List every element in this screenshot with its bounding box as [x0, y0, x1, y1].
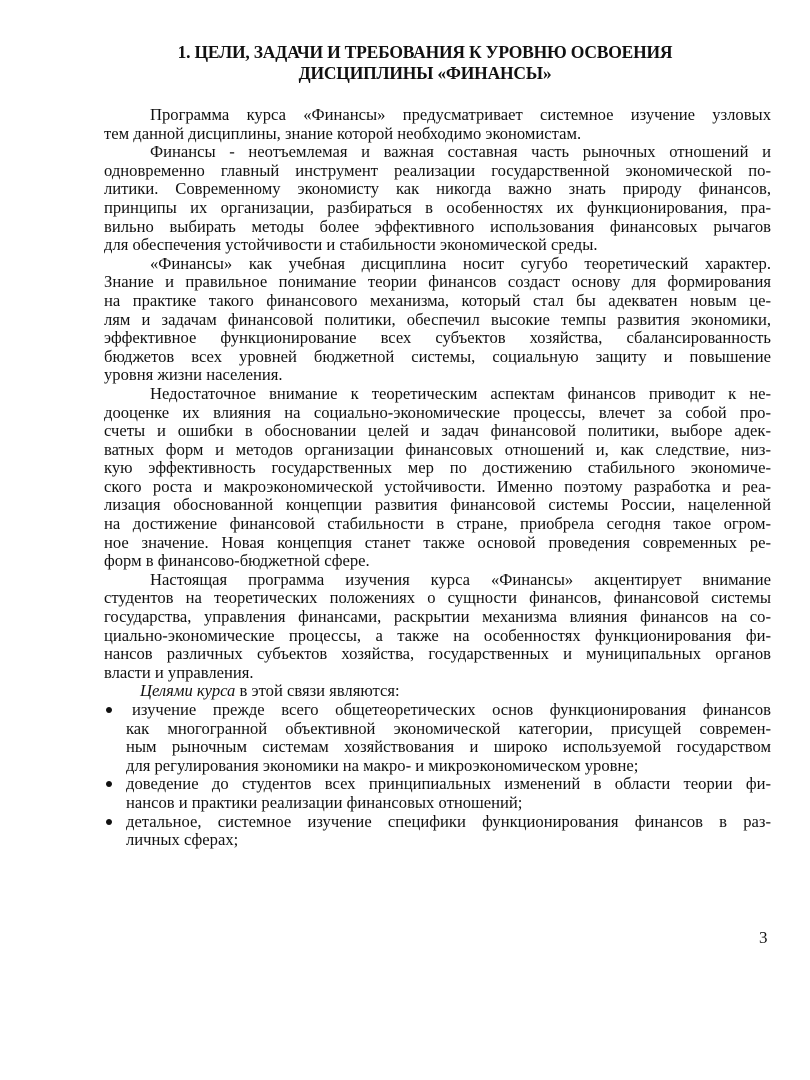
text-line: «Финансы» как учебная дисциплина носит сугубо теоретический характер.	[150, 253, 771, 273]
heading-line-1: 1. ЦЕЛИ, ЗАДАЧИ И ТРЕБОВАНИЯ К УРОВНЮ ОСВОЕНИЯ	[177, 42, 673, 62]
goal-item	[104, 775, 771, 812]
text-line: дооценке их влияния на социально-экономические процессы, влечет за собой про-	[104, 402, 771, 422]
paragraph-program-focus	[104, 571, 771, 683]
text-line: одновременно главный инструмент реализации государственной экономической по-	[104, 160, 771, 180]
text-line: эффективное функционирование всех субъектов хозяйства, сбалансированность	[104, 328, 771, 348]
goals-intro-text: в этой связи являются:	[235, 681, 400, 701]
bullet-icon	[106, 781, 112, 787]
text-line: ное значение. Новая концепция станет также основой проведения современных ре-	[104, 532, 771, 552]
goal-item	[104, 813, 771, 850]
text-line: для регулирования экономики на макро- и микроэкономическом уровне;	[126, 755, 639, 775]
text-line: государства, управления финансами, раскрытии механизма влияния финансов на со-	[104, 607, 771, 627]
goals-intro-italic: Целями курса	[140, 681, 236, 701]
text-line: лизация обоснованной концепции развития финансовой системы России, нацеленной	[104, 495, 771, 515]
text-line: детальное, системное изучение специфики функционирования финансов в раз-	[126, 811, 771, 831]
paragraph-theoretical-character	[104, 255, 771, 385]
goal-item	[104, 701, 771, 775]
paragraph-insufficient-attention	[104, 385, 771, 571]
text-line: уровня жизни населения.	[104, 365, 283, 385]
text-line: Финансы - неотъемлемая и важная составная часть рыночных отношений и	[150, 142, 771, 162]
page-number: 3	[759, 928, 768, 947]
text-line: на практике такого финансового механизма, который стал бы адекватен новым це-	[104, 290, 771, 310]
goals-intro	[104, 682, 771, 701]
text-line: нансов различных субъектов хозяйства, государственных и муниципальных органов	[104, 644, 771, 664]
text-line: бюджетов всех уровней бюджетной системы, социальную защиту и повышение	[104, 346, 771, 366]
text-line: ным рыночным системам хозяйствования и широко используемой государством	[126, 737, 771, 757]
text-line: циально-экономические процессы, а также на особенностях функционирования фи-	[104, 625, 771, 645]
text-line: нансов и практики реализации финансовых отношений;	[126, 792, 523, 812]
text-line: как многогранной объективной экономической категории, присущей современ-	[126, 718, 771, 738]
document-body	[104, 106, 771, 850]
text-line: для обеспечения устойчивости и стабильности экономической среды.	[104, 235, 598, 255]
text-line: студентов на теоретических положениях о сущности финансов, финансовой системы	[104, 588, 771, 608]
text-line: Настоящая программа изучения курса «Финансы» акцентирует внимание	[150, 569, 771, 589]
text-line: Знание и правильное понимание теории финансов создаст основу для формирования	[104, 272, 771, 292]
paragraph-course-program	[104, 106, 771, 143]
bullet-icon	[106, 819, 112, 825]
text-line: власти и управления.	[104, 662, 254, 682]
text-line: на достижение финансовой стабильности в стране, приобрела сегодня такое огром-	[104, 514, 771, 534]
text-line: доведение до студентов всех принципиальных изменений в области теории фи-	[126, 774, 771, 794]
text-line: счеты и ошибки в обосновании целей и задач финансовой политики, выборе адек-	[104, 421, 771, 441]
text-line: ского роста и макроэкономической устойчивости. Именно поэтому разработка и реа-	[104, 476, 771, 496]
text-line: литики. Современному экономисту как никогда важно знать природу финансов,	[104, 179, 771, 199]
text-line: личных сферах;	[126, 830, 239, 850]
goals-list	[104, 701, 771, 850]
text-line: форм в финансово-бюджетной сфере.	[104, 551, 370, 571]
text-line: принципы их организации, разбираться в особенностях их функционирования, пра-	[104, 197, 771, 217]
text-line: лям и задачам финансовой политики, обеспечил высокие темпы развития экономики,	[104, 309, 771, 329]
bullet-icon	[106, 707, 112, 713]
text-line: ватных форм и методов организации финансовых отношений и, как следствие, низ-	[104, 439, 771, 459]
section-heading	[100, 42, 750, 84]
text-line: тем данной дисциплины, знание которой необходимо экономистам.	[104, 123, 582, 143]
heading-line-2: ДИСЦИПЛИНЫ «ФИНАНСЫ»	[298, 63, 552, 83]
text-line: Недостаточное внимание к теоретическим аспектам финансов приводит к не-	[150, 383, 771, 403]
paragraph-finance-role	[104, 143, 771, 255]
text-line: Программа курса «Финансы» предусматривает системное изучение узловых	[150, 105, 771, 124]
text-line: кую эффективность государственных мер по достижению стабильного экономиче-	[104, 458, 771, 478]
text-line: изучение прежде всего общетеоретических основ функционирования финансов	[132, 700, 771, 719]
text-line: вильно выбирать методы более эффективного использования финансовых рычагов	[104, 216, 771, 236]
